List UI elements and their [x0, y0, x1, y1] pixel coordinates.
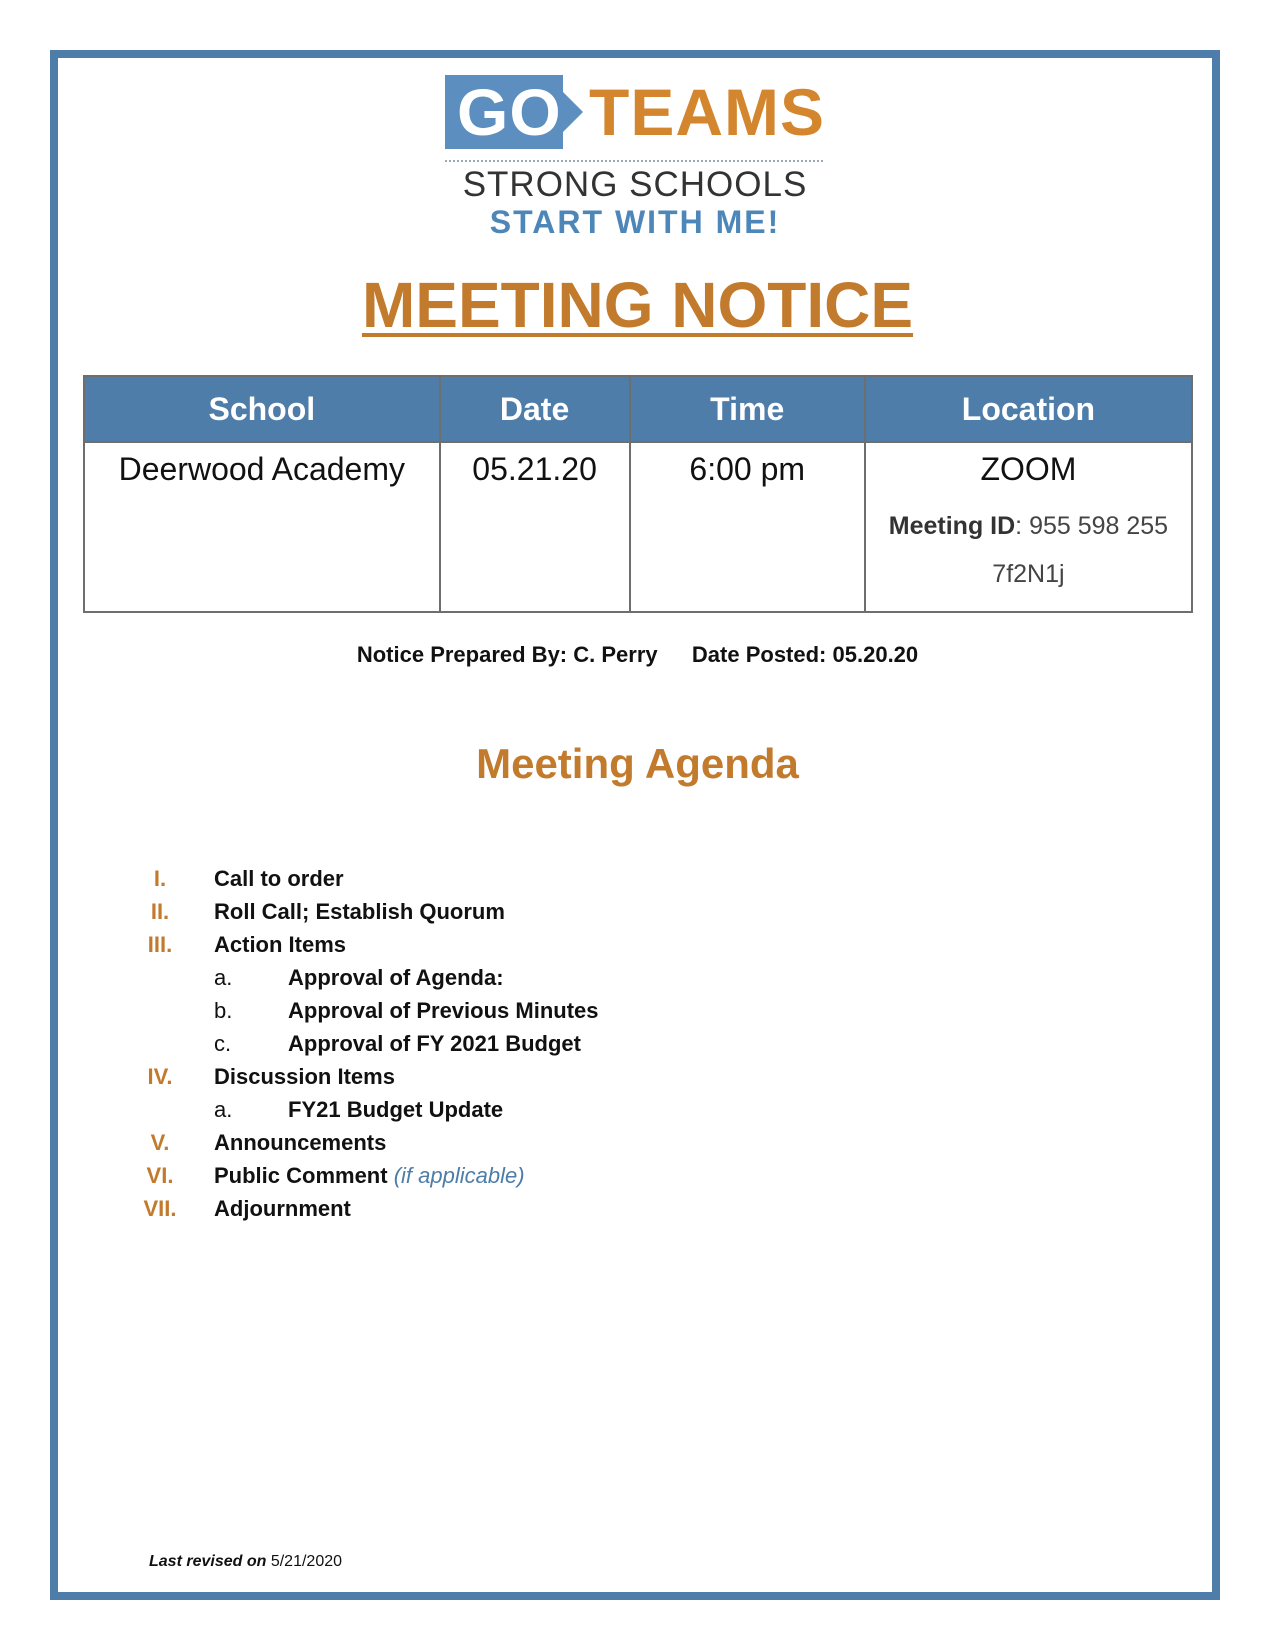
meeting-id-value: : 955 598 255: [1015, 512, 1169, 540]
item-number: I.: [153, 866, 167, 891]
logo-tagline-2: START WITH ME!: [489, 204, 781, 240]
header-location: Location: [865, 376, 1192, 442]
page-title-text: MEETING NOTICE: [361, 269, 914, 341]
notice-prepared-line: [0, 642, 1275, 668]
cell-school: Deerwood Academy: [84, 442, 440, 612]
list-item: [130, 899, 930, 932]
item-text: Adjournment: [214, 1196, 351, 1221]
item-note: (if applicable): [393, 1163, 525, 1188]
item-text: Roll Call; Establish Quorum: [214, 899, 505, 924]
list-item: [130, 1130, 930, 1163]
sub-item-letter: a.: [214, 965, 233, 990]
list-item: [130, 1196, 930, 1229]
revised-label: Last revised on: [149, 1553, 267, 1570]
sub-list-item: [130, 1031, 930, 1064]
item-number: VII.: [143, 1196, 177, 1221]
item-number: IV.: [147, 1064, 173, 1089]
logo-go-text: GO: [457, 75, 562, 149]
go-badge: [445, 75, 563, 149]
last-revised-footer: [149, 1553, 342, 1571]
sub-item-letter: c.: [214, 1031, 232, 1056]
agenda-list: [130, 866, 930, 1229]
location-name: ZOOM: [980, 451, 1077, 487]
cell-time: 6:00 pm: [630, 442, 865, 612]
meeting-id-label: Meeting ID: [888, 512, 1016, 540]
sub-list-item: [130, 965, 930, 998]
cell-location: [865, 442, 1192, 612]
item-text: Call to order: [214, 866, 344, 891]
sub-item-letter: a.: [214, 1097, 233, 1122]
item-number: V.: [150, 1130, 170, 1155]
page-title: [0, 268, 1275, 342]
prepared-by-name: C. Perry: [573, 642, 658, 667]
agenda-heading: Meeting Agenda: [476, 740, 799, 787]
sub-item-text: Approval of Previous Minutes: [288, 998, 599, 1023]
item-number: VI.: [146, 1163, 174, 1188]
logo-tagline-1: STRONG SCHOOLS: [462, 165, 808, 204]
sub-item-letter: b.: [214, 998, 233, 1023]
date-posted-label: Date Posted:: [691, 642, 827, 667]
meeting-id-block: [870, 502, 1187, 598]
sub-item-text: Approval of FY 2021 Budget: [288, 1031, 581, 1056]
sub-item-text: Approval of Agenda:: [288, 965, 504, 990]
meeting-info-table: [83, 375, 1193, 613]
list-item: [130, 866, 930, 899]
logo-divider: [445, 160, 823, 162]
date-posted-value: 05.20.20: [832, 642, 919, 667]
item-text-wrap: [214, 1163, 525, 1189]
table-header-row: [84, 376, 1192, 442]
cell-date: 05.21.20: [440, 442, 630, 612]
goteams-logo: [445, 72, 825, 240]
header-time: Time: [630, 376, 865, 442]
header-date: Date: [440, 376, 630, 442]
meeting-passcode: 7f2N1j: [992, 560, 1065, 588]
item-number: III.: [147, 932, 173, 957]
item-text: Discussion Items: [214, 1064, 395, 1089]
sub-item-text: FY21 Budget Update: [288, 1097, 504, 1122]
item-text: Public Comment: [214, 1163, 388, 1188]
prepared-by-label: Notice Prepared By:: [356, 642, 568, 667]
list-item: [130, 1064, 930, 1097]
table-row: [84, 442, 1192, 612]
item-text: Action Items: [214, 932, 347, 957]
list-item: [130, 932, 930, 965]
revised-date: 5/21/2020: [270, 1553, 343, 1570]
header-school: School: [84, 376, 440, 442]
item-text: Announcements: [214, 1130, 387, 1155]
sub-list-item: [130, 998, 930, 1031]
list-item: [130, 1163, 930, 1196]
sub-list-item: [130, 1097, 930, 1130]
logo-teams-text: TEAMS: [589, 75, 825, 149]
item-number: II.: [150, 899, 170, 924]
